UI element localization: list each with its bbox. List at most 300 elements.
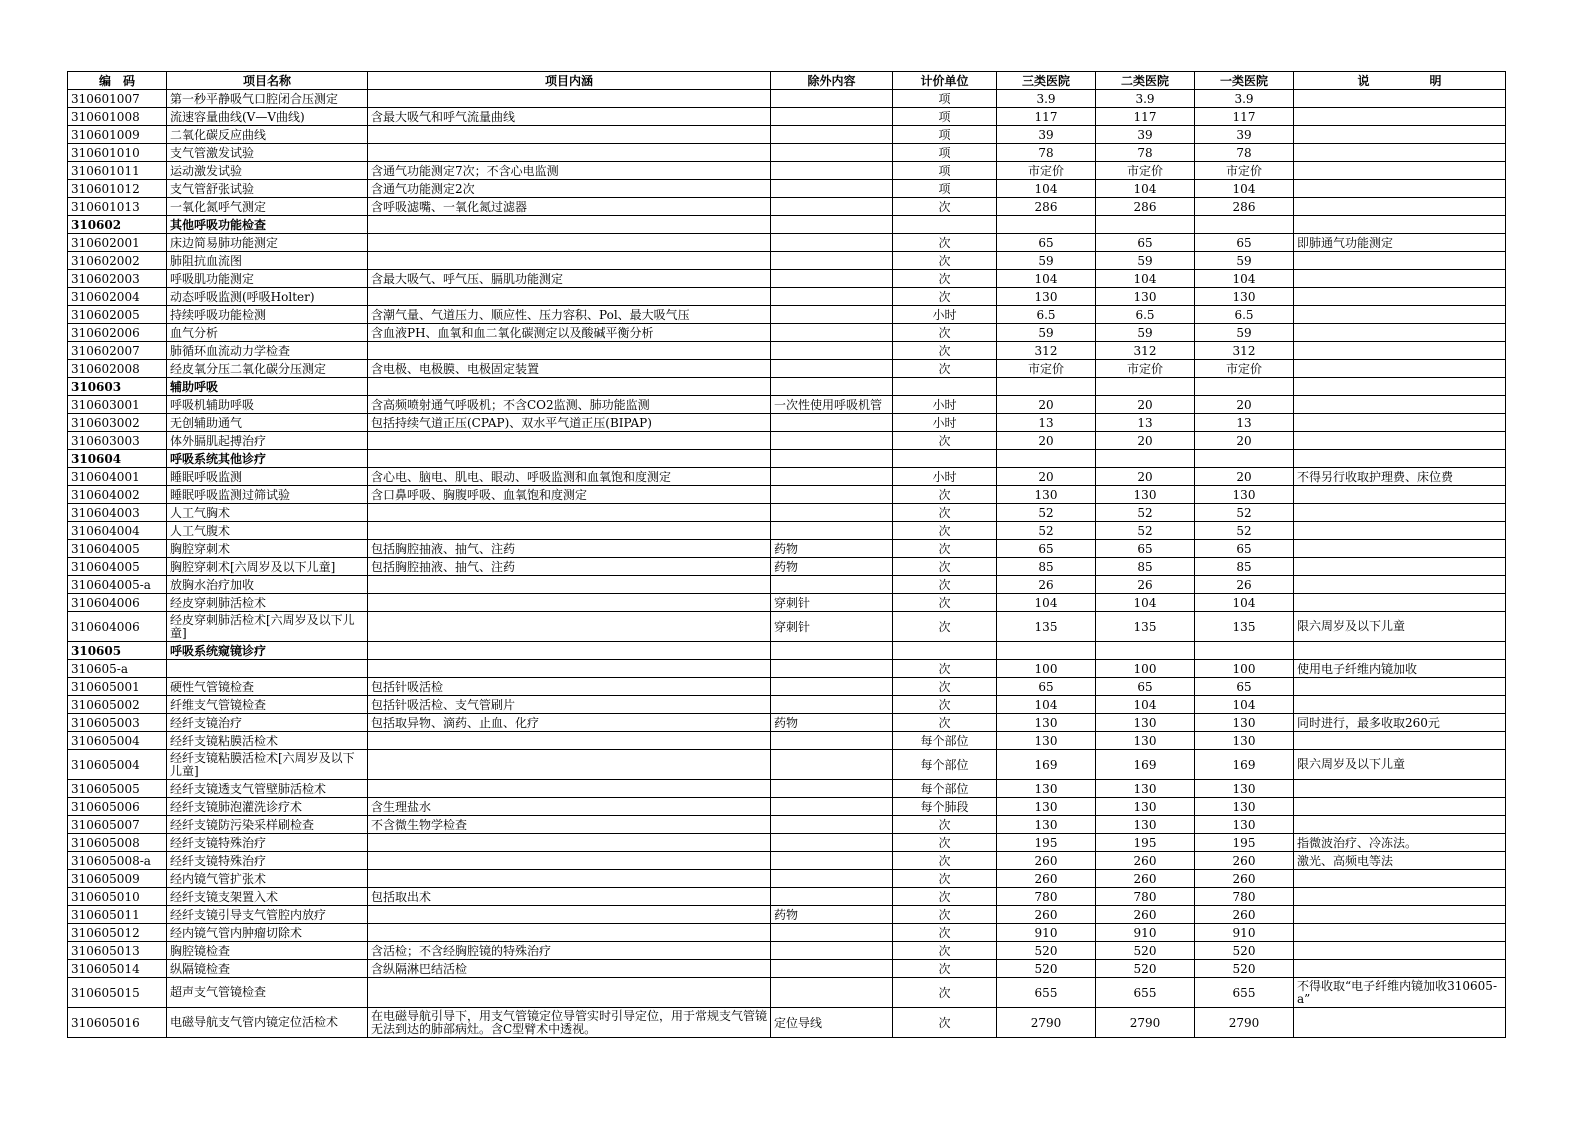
- cell-name: 流速容量曲线(V—V曲线): [167, 108, 368, 126]
- cell-price-class1: [1195, 216, 1294, 234]
- cell-code: 310602006: [68, 324, 167, 342]
- table-row: [68, 732, 1506, 750]
- cell-unit: 次: [893, 198, 997, 216]
- cell-note: [1294, 558, 1506, 576]
- cell-code: 310604002: [68, 486, 167, 504]
- cell-content: 包括持续气道正压(CPAP)、双水平气道正压(BIPAP): [368, 414, 771, 432]
- cell-exclude: [771, 342, 893, 360]
- cell-price-class1: 130: [1195, 780, 1294, 798]
- cell-content: [368, 870, 771, 888]
- cell-name: 肺循环血流动力学检查: [167, 342, 368, 360]
- table-row: [68, 660, 1506, 678]
- cell-price-class2: 520: [1096, 942, 1195, 960]
- cell-price-class3: 6.5: [997, 306, 1096, 324]
- cell-exclude: [771, 834, 893, 852]
- cell-note: [1294, 870, 1506, 888]
- cell-name: 经纤支镜防污染采样刷检查: [167, 816, 368, 834]
- cell-name: 经内镜气管内肿瘤切除术: [167, 924, 368, 942]
- cell-note: [1294, 252, 1506, 270]
- cell-name: 持续呼吸功能检测: [167, 306, 368, 324]
- table-row: [68, 870, 1506, 888]
- cell-price-class2: 130: [1096, 816, 1195, 834]
- table-row: [68, 234, 1506, 252]
- cell-content: [368, 732, 771, 750]
- cell-price-class3: 市定价: [997, 360, 1096, 378]
- cell-price-class3: 13: [997, 414, 1096, 432]
- cell-unit: 次: [893, 558, 997, 576]
- cell-code: 310605006: [68, 798, 167, 816]
- cell-note: [1294, 576, 1506, 594]
- cell-exclude: [771, 486, 893, 504]
- cell-price-class2: 59: [1096, 252, 1195, 270]
- cell-note: [1294, 270, 1506, 288]
- cell-note: [1294, 906, 1506, 924]
- cell-unit: 项: [893, 90, 997, 108]
- cell-name: 第一秒平静吸气口腔闭合压测定: [167, 90, 368, 108]
- cell-code: 310605002: [68, 696, 167, 714]
- cell-price-class1: 260: [1195, 852, 1294, 870]
- cell-price-class2: 130: [1096, 798, 1195, 816]
- table-row: [68, 750, 1506, 780]
- cell-content: [368, 642, 771, 660]
- cell-price-class2: 130: [1096, 288, 1195, 306]
- header-price-class1: 一类医院: [1195, 72, 1294, 90]
- cell-exclude: [771, 414, 893, 432]
- cell-unit: 次: [893, 288, 997, 306]
- cell-note: [1294, 924, 1506, 942]
- cell-exclude: [771, 660, 893, 678]
- cell-note: [1294, 780, 1506, 798]
- cell-exclude: [771, 216, 893, 234]
- header-price-class3: 三类医院: [997, 72, 1096, 90]
- cell-price-class3: 130: [997, 798, 1096, 816]
- cell-price-class3: [997, 642, 1096, 660]
- cell-note: 不得另行收取护理费、床位费: [1294, 468, 1506, 486]
- cell-exclude: [771, 750, 893, 780]
- cell-name: 呼吸系统其他诊疗: [167, 450, 368, 468]
- cell-code: 310605008-a: [68, 852, 167, 870]
- cell-unit: 次: [893, 252, 997, 270]
- cell-content: 包括针吸活检: [368, 678, 771, 696]
- cell-price-class1: 市定价: [1195, 360, 1294, 378]
- cell-code: 310605012: [68, 924, 167, 942]
- cell-exclude: [771, 960, 893, 978]
- cell-price-class3: 20: [997, 432, 1096, 450]
- cell-price-class2: 13: [1096, 414, 1195, 432]
- cell-unit: 次: [893, 324, 997, 342]
- cell-content: 含通气功能测定2次: [368, 180, 771, 198]
- cell-name: 经纤支镜引导支气管腔内放疗: [167, 906, 368, 924]
- cell-code: 310604006: [68, 612, 167, 642]
- cell-exclude: [771, 576, 893, 594]
- cell-code: 310605015: [68, 978, 167, 1008]
- table-row: [68, 942, 1506, 960]
- cell-price-class2: 20: [1096, 468, 1195, 486]
- cell-name: 支气管舒张试验: [167, 180, 368, 198]
- cell-price-class3: 52: [997, 504, 1096, 522]
- cell-price-class1: 20: [1195, 432, 1294, 450]
- cell-price-class3: 117: [997, 108, 1096, 126]
- cell-note: [1294, 522, 1506, 540]
- table-row: [68, 288, 1506, 306]
- cell-price-class1: [1195, 642, 1294, 660]
- cell-name: 电磁导航支气管内镜定位活检术: [167, 1008, 368, 1038]
- cell-exclude: [771, 432, 893, 450]
- cell-content: [368, 924, 771, 942]
- cell-exclude: [771, 288, 893, 306]
- cell-code: 310605-a: [68, 660, 167, 678]
- cell-price-class2: 20: [1096, 432, 1195, 450]
- cell-unit: 每个部位: [893, 750, 997, 780]
- table-row: [68, 1008, 1506, 1038]
- cell-note: [1294, 396, 1506, 414]
- header-content: 项目内涵: [368, 72, 771, 90]
- cell-name: 睡眠呼吸监测过筛试验: [167, 486, 368, 504]
- cell-exclude: [771, 732, 893, 750]
- table-row: [68, 834, 1506, 852]
- cell-note: 限六周岁及以下儿童: [1294, 612, 1506, 642]
- cell-code: 310605: [68, 642, 167, 660]
- cell-content: [368, 432, 771, 450]
- cell-unit: 每个部位: [893, 780, 997, 798]
- cell-note: [1294, 594, 1506, 612]
- cell-price-class3: [997, 216, 1096, 234]
- cell-note: 指微波治疗、冷冻法。: [1294, 834, 1506, 852]
- cell-name: 经纤支镜肺泡灌洗诊疗术: [167, 798, 368, 816]
- cell-price-class1: 104: [1195, 270, 1294, 288]
- cell-note: [1294, 696, 1506, 714]
- cell-price-class3: 104: [997, 270, 1096, 288]
- cell-content: 包括取出术: [368, 888, 771, 906]
- cell-note: [1294, 144, 1506, 162]
- table-row: [68, 324, 1506, 342]
- cell-note: [1294, 198, 1506, 216]
- cell-price-class2: 104: [1096, 180, 1195, 198]
- cell-note: 限六周岁及以下儿童: [1294, 750, 1506, 780]
- cell-price-class2: 65: [1096, 234, 1195, 252]
- cell-code: 310605003: [68, 714, 167, 732]
- cell-unit: 次: [893, 870, 997, 888]
- cell-content: 含纵隔淋巴结活检: [368, 960, 771, 978]
- cell-note: [1294, 126, 1506, 144]
- cell-price-class1: 2790: [1195, 1008, 1294, 1038]
- cell-price-class3: 2790: [997, 1008, 1096, 1038]
- cell-note: [1294, 678, 1506, 696]
- cell-price-class2: 52: [1096, 522, 1195, 540]
- cell-exclude: [771, 360, 893, 378]
- cell-code: 310602004: [68, 288, 167, 306]
- cell-note: [1294, 180, 1506, 198]
- cell-price-class3: 85: [997, 558, 1096, 576]
- cell-name: 经纤支镜特殊治疗: [167, 834, 368, 852]
- cell-unit: 每个部位: [893, 732, 997, 750]
- cell-content: [368, 504, 771, 522]
- cell-unit: 次: [893, 360, 997, 378]
- cell-exclude: [771, 798, 893, 816]
- cell-content: 在电磁导航引导下，用支气管镜定位导管实时引导定位，用于常规支气管镜无法到达的肺部病灶。含C型臂术中透视。: [368, 1008, 771, 1038]
- cell-code: 310605011: [68, 906, 167, 924]
- cell-price-class1: [1195, 450, 1294, 468]
- cell-name: 胸腔镜检查: [167, 942, 368, 960]
- table-row: [68, 678, 1506, 696]
- cell-note: [1294, 360, 1506, 378]
- cell-price-class2: 130: [1096, 732, 1195, 750]
- cell-name: 放胸水治疗加收: [167, 576, 368, 594]
- cell-price-class2: 130: [1096, 780, 1195, 798]
- cell-unit: 次: [893, 1008, 997, 1038]
- cell-content: 含电极、电极膜、电极固定装置: [368, 360, 771, 378]
- cell-unit: 次: [893, 678, 997, 696]
- cell-price-class3: 312: [997, 342, 1096, 360]
- table-row: [68, 798, 1506, 816]
- cell-price-class3: 59: [997, 252, 1096, 270]
- cell-price-class3: 260: [997, 906, 1096, 924]
- cell-unit: 次: [893, 960, 997, 978]
- cell-price-class3: 780: [997, 888, 1096, 906]
- cell-code: 310601010: [68, 144, 167, 162]
- cell-unit: 每个肺段: [893, 798, 997, 816]
- cell-unit: 次: [893, 234, 997, 252]
- cell-exclude: 定位导线: [771, 1008, 893, 1038]
- cell-exclude: [771, 696, 893, 714]
- cell-code: 310605008: [68, 834, 167, 852]
- cell-content: [368, 906, 771, 924]
- header-note: 说 明: [1294, 72, 1506, 90]
- cell-code: 310605014: [68, 960, 167, 978]
- cell-name: 肺阻抗血流图: [167, 252, 368, 270]
- cell-name: 经纤支镜粘膜活检术: [167, 732, 368, 750]
- cell-note: 即肺通气功能测定: [1294, 234, 1506, 252]
- cell-price-class3: 65: [997, 678, 1096, 696]
- cell-note: [1294, 324, 1506, 342]
- cell-note: [1294, 162, 1506, 180]
- cell-price-class3: 59: [997, 324, 1096, 342]
- table-row: [68, 594, 1506, 612]
- cell-unit: 次: [893, 486, 997, 504]
- cell-price-class1: 312: [1195, 342, 1294, 360]
- cell-note: [1294, 306, 1506, 324]
- table-row: [68, 108, 1506, 126]
- cell-content: 包括胸腔抽液、抽气、注药: [368, 558, 771, 576]
- cell-content: [368, 750, 771, 780]
- cell-note: [1294, 888, 1506, 906]
- cell-price-class1: 3.9: [1195, 90, 1294, 108]
- cell-note: [1294, 798, 1506, 816]
- cell-price-class3: 65: [997, 540, 1096, 558]
- cell-content: 包括针吸活检、支气管刷片: [368, 696, 771, 714]
- cell-price-class1: 130: [1195, 288, 1294, 306]
- cell-price-class3: 169: [997, 750, 1096, 780]
- cell-unit: 次: [893, 906, 997, 924]
- cell-code: 310604003: [68, 504, 167, 522]
- cell-price-class3: 260: [997, 852, 1096, 870]
- header-unit: 计价单位: [893, 72, 997, 90]
- cell-code: 310601009: [68, 126, 167, 144]
- cell-code: 310604006: [68, 594, 167, 612]
- cell-unit: [893, 216, 997, 234]
- cell-unit: 次: [893, 594, 997, 612]
- cell-content: [368, 780, 771, 798]
- cell-price-class2: 65: [1096, 678, 1195, 696]
- cell-content: 包括取异物、滴药、止血、化疗: [368, 714, 771, 732]
- table-row: [68, 978, 1506, 1008]
- cell-unit: 次: [893, 696, 997, 714]
- cell-price-class3: 20: [997, 396, 1096, 414]
- cell-price-class3: 130: [997, 486, 1096, 504]
- cell-unit: 小时: [893, 468, 997, 486]
- cell-code: 310604005-a: [68, 576, 167, 594]
- cell-unit: 小时: [893, 306, 997, 324]
- cell-name: 经纤支镜透支气管壁肺活检术: [167, 780, 368, 798]
- cell-price-class1: 104: [1195, 594, 1294, 612]
- cell-content: [368, 450, 771, 468]
- cell-price-class1: 910: [1195, 924, 1294, 942]
- cell-unit: 次: [893, 852, 997, 870]
- cell-price-class3: 520: [997, 942, 1096, 960]
- cell-price-class2: 260: [1096, 852, 1195, 870]
- cell-price-class1: 130: [1195, 798, 1294, 816]
- cell-unit: 次: [893, 714, 997, 732]
- cell-price-class1: 130: [1195, 714, 1294, 732]
- table-row: [68, 906, 1506, 924]
- cell-code: 310602007: [68, 342, 167, 360]
- cell-content: 含血液PH、血氧和血二氧化碳测定以及酸碱平衡分析: [368, 324, 771, 342]
- cell-price-class2: 100: [1096, 660, 1195, 678]
- cell-name: 呼吸肌功能测定: [167, 270, 368, 288]
- table-row: [68, 522, 1506, 540]
- cell-content: 含呼吸滤嘴、一氧化氮过滤器: [368, 198, 771, 216]
- cell-note: 激光、高频电等法: [1294, 852, 1506, 870]
- cell-price-class3: 20: [997, 468, 1096, 486]
- table-row: [68, 816, 1506, 834]
- cell-exclude: [771, 324, 893, 342]
- cell-unit: 次: [893, 270, 997, 288]
- cell-price-class3: 26: [997, 576, 1096, 594]
- cell-exclude: [771, 252, 893, 270]
- cell-name: 胸腔穿刺术[六周岁及以下儿童]: [167, 558, 368, 576]
- cell-note: 同时进行，最多收取260元: [1294, 714, 1506, 732]
- cell-content: 含通气功能测定7次；不含心电监测: [368, 162, 771, 180]
- cell-unit: 项: [893, 180, 997, 198]
- group-row: [68, 642, 1506, 660]
- cell-price-class1: 260: [1195, 870, 1294, 888]
- cell-exclude: [771, 198, 893, 216]
- cell-note: 使用电子纤维内镜加收: [1294, 660, 1506, 678]
- cell-price-class1: 100: [1195, 660, 1294, 678]
- cell-exclude: [771, 942, 893, 960]
- cell-price-class3: 286: [997, 198, 1096, 216]
- cell-code: 310604: [68, 450, 167, 468]
- cell-note: [1294, 540, 1506, 558]
- cell-price-class1: 520: [1195, 960, 1294, 978]
- cell-price-class2: 104: [1096, 594, 1195, 612]
- table-row: [68, 198, 1506, 216]
- cell-name: 睡眠呼吸监测: [167, 468, 368, 486]
- cell-unit: 项: [893, 108, 997, 126]
- cell-price-class2: 260: [1096, 870, 1195, 888]
- cell-price-class2: 130: [1096, 714, 1195, 732]
- cell-unit: 次: [893, 432, 997, 450]
- cell-note: [1294, 732, 1506, 750]
- cell-price-class2: 286: [1096, 198, 1195, 216]
- cell-price-class1: 655: [1195, 978, 1294, 1008]
- cell-price-class1: 市定价: [1195, 162, 1294, 180]
- cell-price-class1: 169: [1195, 750, 1294, 780]
- cell-name: 经皮氧分压二氧化碳分压测定: [167, 360, 368, 378]
- cell-content: [368, 252, 771, 270]
- cell-content: [368, 90, 771, 108]
- cell-price-class3: 3.9: [997, 90, 1096, 108]
- cell-code: 310601008: [68, 108, 167, 126]
- cell-price-class3: 100: [997, 660, 1096, 678]
- cell-price-class2: [1096, 378, 1195, 396]
- cell-note: [1294, 432, 1506, 450]
- cell-price-class2: [1096, 450, 1195, 468]
- cell-name: 纵隔镜检查: [167, 960, 368, 978]
- header-exclude: 除外内容: [771, 72, 893, 90]
- cell-exclude: [771, 180, 893, 198]
- cell-content: [368, 594, 771, 612]
- cell-code: 310604001: [68, 468, 167, 486]
- cell-price-class2: 市定价: [1096, 360, 1195, 378]
- cell-unit: 小时: [893, 414, 997, 432]
- table-row: [68, 540, 1506, 558]
- cell-price-class3: 195: [997, 834, 1096, 852]
- cell-code: 310604004: [68, 522, 167, 540]
- cell-name: 经皮穿刺肺活检术[六周岁及以下儿童]: [167, 612, 368, 642]
- cell-exclude: [771, 90, 893, 108]
- cell-code: 310602008: [68, 360, 167, 378]
- cell-price-class3: 52: [997, 522, 1096, 540]
- cell-note: 不得收取“电子纤维内镜加收310605-a”: [1294, 978, 1506, 1008]
- table-row: [68, 468, 1506, 486]
- table-row: [68, 90, 1506, 108]
- cell-note: [1294, 816, 1506, 834]
- cell-price-class1: 117: [1195, 108, 1294, 126]
- cell-price-class1: 195: [1195, 834, 1294, 852]
- cell-price-class2: 169: [1096, 750, 1195, 780]
- cell-exclude: [771, 978, 893, 1008]
- cell-price-class3: 260: [997, 870, 1096, 888]
- cell-exclude: [771, 924, 893, 942]
- cell-exclude: 药物: [771, 558, 893, 576]
- cell-content: [368, 144, 771, 162]
- cell-note: [1294, 216, 1506, 234]
- cell-content: 不含微生物学检查: [368, 816, 771, 834]
- cell-code: 310603002: [68, 414, 167, 432]
- cell-price-class3: 78: [997, 144, 1096, 162]
- cell-code: 310605010: [68, 888, 167, 906]
- cell-price-class1: 780: [1195, 888, 1294, 906]
- cell-code: 310601007: [68, 90, 167, 108]
- cell-name: 无创辅助通气: [167, 414, 368, 432]
- cell-price-class2: 910: [1096, 924, 1195, 942]
- header-price-class2: 二类医院: [1096, 72, 1195, 90]
- cell-content: [368, 576, 771, 594]
- cell-exclude: [771, 852, 893, 870]
- table-row: [68, 144, 1506, 162]
- cell-exclude: [771, 642, 893, 660]
- cell-unit: [893, 642, 997, 660]
- cell-price-class1: 59: [1195, 252, 1294, 270]
- cell-price-class2: 312: [1096, 342, 1195, 360]
- cell-price-class3: 130: [997, 732, 1096, 750]
- cell-price-class3: 130: [997, 780, 1096, 798]
- cell-name: 血气分析: [167, 324, 368, 342]
- table-row: [68, 360, 1506, 378]
- cell-name: 经纤支镜粘膜活检术[六周岁及以下儿童]: [167, 750, 368, 780]
- cell-name: 人工气胸术: [167, 504, 368, 522]
